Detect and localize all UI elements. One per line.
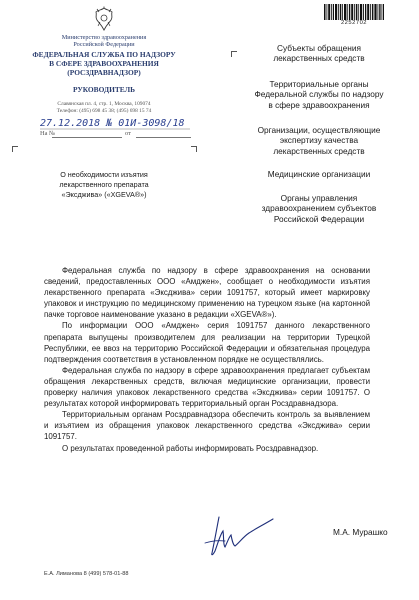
registration-number-handwritten: 27.12.2018 № 01И-3098/18 <box>40 118 185 129</box>
coat-of-arms-icon <box>92 6 116 32</box>
recipient-group-1 <box>236 43 402 64</box>
body-paragraph-2: По информации ООО «Амджен» серия 1091757 данного лекарственного препарата выпущены производителем для реализации на территории Турецкой Республики, ее ввоз на территорию Российской Федерации и обязательная процедура подтверждения соответствия в установленном порядке не осуществлялись. <box>44 321 370 364</box>
ministry-name <box>0 34 208 49</box>
subject-line-1: О необходимости изъятия <box>60 170 148 179</box>
recipient-group-4 <box>236 169 402 179</box>
agency-line-3: (РОСЗДРАВНАДЗОР) <box>67 68 141 77</box>
reference-date-label: от <box>125 130 131 137</box>
recipient-line: Территориальные органы <box>269 79 369 89</box>
subject-corner-left <box>12 146 18 152</box>
ministry-line-1: Министерство здравоохранения <box>61 34 147 41</box>
signatory-name: М.А. Мурашко <box>333 527 388 537</box>
address-line-1: Славянская пл. 4, стр. 1, Москва, 109074 <box>57 101 151 107</box>
reference-number-label: На № <box>40 130 56 137</box>
address-line-2: Телефон: (495) 698 45 38; (495) 698 15 74 <box>56 108 152 114</box>
recipient-group-2 <box>236 79 402 110</box>
body-paragraph-3: Федеральная служба по надзору в сфере здравоохранения предлагает субъектам обращения лекарственных средств, включая медицинские организации, провести проверку наличия упаковок лекарственного средства «Эксджива» серии 1091757. О результатах которой информировать территориальный орган Росздравнадзора. <box>44 365 370 409</box>
letter-body <box>44 265 370 454</box>
agency-line-1: ФЕДЕРАЛЬНАЯ СЛУЖБА ПО НАДЗОРУ <box>32 50 176 59</box>
barcode-icon <box>324 4 384 20</box>
agency-line-2: В СФЕРЕ ЗДРАВООХРАНЕНИЯ <box>49 59 159 68</box>
recipient-line: экспертизу качества <box>279 135 359 146</box>
department-title: РУКОВОДИТЕЛЬ <box>73 85 135 94</box>
subject-line-3: «Эксджива» («XGEVA®») <box>61 190 147 199</box>
recipient-line: Органы управления <box>280 193 358 203</box>
recipient-line: лекарственных средств <box>273 53 365 64</box>
body-paragraph-1: Федеральная служба по надзору в сфере здравоохранения на основании сведений, предоставленных ООО «Амджен», сообщает о необходимости изъятия лекарственного препарата «Эксджива» серии 1091757, который имеет маркировку упаковок и инструкцию по медицинскому применению на турецком языке (на картонной пачке торговое наименование указано в редакции «XGEVA®»). <box>44 266 370 320</box>
recipient-line: Организации, осуществляющие <box>257 125 381 135</box>
registration-underline <box>40 128 190 130</box>
body-paragraph-5: О результатах проведенной работы информировать Росздравнадзор. <box>62 443 319 453</box>
recipient-line: Субъекты обращения <box>277 43 361 53</box>
barcode-number: 2252702 <box>340 20 368 26</box>
handwritten-signature <box>197 513 277 559</box>
ministry-line-2: Российской Федерации <box>73 41 135 49</box>
recipient-group-3 <box>236 125 402 156</box>
recipient-line: здравоохранением субъектов <box>261 203 377 214</box>
reference-number-line <box>52 137 122 138</box>
recipient-line: Федеральной службы по надзору <box>254 89 384 100</box>
body-paragraph-4: Территориальным органам Росздравнадзора обеспечить контроль за выявлением и изъятием из обращения упаковок лекарственного средства «Эксджива» серии 1091757. <box>44 410 370 442</box>
reference-date-line <box>136 137 191 138</box>
recipient-line: Медицинские организации <box>267 169 371 179</box>
recipient-line: Российской Федерации <box>273 213 365 224</box>
executor-contact: Е.А. Лиманова 8 (499) 578-01-88 <box>44 571 129 577</box>
recipient-line: лекарственных средств <box>273 145 365 156</box>
recipient-line: в сфере здравоохранения <box>268 99 370 110</box>
subject-corner-right <box>191 146 197 152</box>
subject-line-2: лекарственного препарата <box>59 180 149 189</box>
recipient-group-5 <box>236 193 402 224</box>
